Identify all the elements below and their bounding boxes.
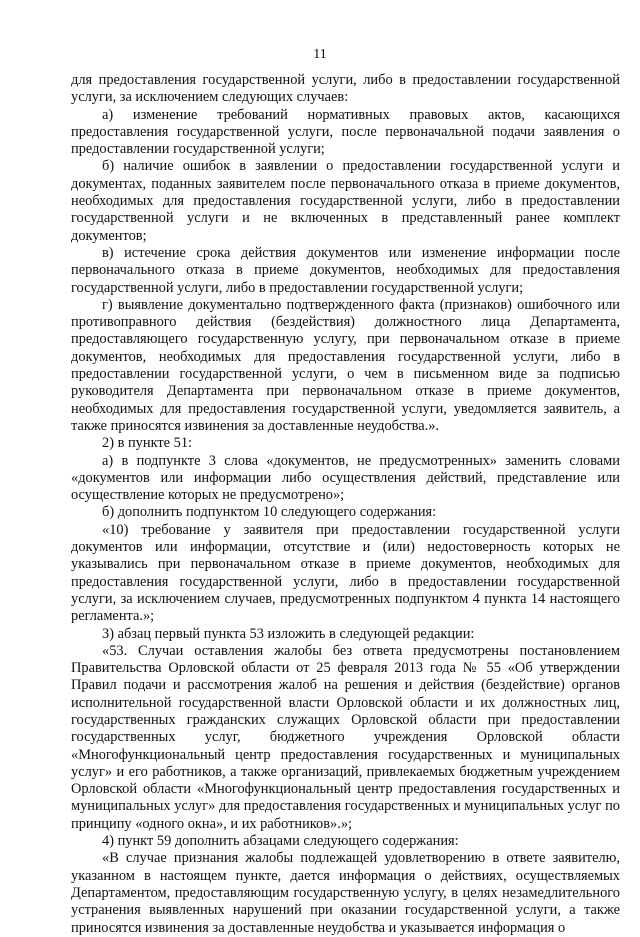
paragraph-clause-53: «53. Случаи оставления жалобы без ответа предусмотрены постановлением Правительства Орловской области от 25 февраля 2013 года № 55 «Об утверждении Правил подачи и рассмотрения жалоб на решения и действия (бездействие) органов исполнительной государственной власти Орловской области и их должностных лиц, государственных гражданских служащих Орловской области при предоставлении государственных услуг, бюджетного учреждения Орловской области «Многофункциональный центр предоставления государственных и муниципальных услуг» и его работников, а также организаций, привлекаемых бюджетным учреждением Орловской области «Многофункциональный центр предоставления государственных и муниципальных услуг» для предоставления государственных и муниципальных услуг по принципу «одного окна», и их работников».»; xyxy=(71,642,620,832)
paragraph-item-g: г) выявление документально подтвержденного факта (признаков) ошибочного или противоправного действия (бездействия) должностного лица Департамента, предоставляющего государственную услугу, при первоначальном отказе в приеме документов, необходимых для предоставления государственной услуги, либо в предоставлении государственной услуги, о чем в письменном виде за подписью руководителя Департамента при первоначальном отказе в приеме документов, необходимых для предоставления государственной услуги, уведомляется заявитель, а также приносятся извинения за доставленные неудобства.». xyxy=(71,296,620,434)
paragraph-clause-3: 3) абзац первый пункта 53 изложить в следующей редакции: xyxy=(102,625,475,642)
paragraph-clause-4: 4) пункт 59 дополнить абзацами следующего содержания: xyxy=(102,833,459,850)
body-text xyxy=(71,72,620,937)
page-number: 11 xyxy=(313,47,327,62)
paragraph-item-a: а) изменение требований нормативных правовых актов, касающихся предоставления государственной услуги, после первоначальной подачи заявления о предоставлении государственной услуги; xyxy=(71,106,620,158)
paragraph-item-v: в) истечение срока действия документов или изменение информации после первоначального отказа в приеме документов, необходимых для предоставления государственной услуги, либо в предоставлении государственной услуги; xyxy=(71,244,620,296)
paragraph-clause-2b: б) дополнить подпунктом 10 следующего содержания: xyxy=(102,504,437,521)
paragraph-item-b: б) наличие ошибок в заявлении о предоставлении государственной услуги и документах, поданных заявителем после первоначального отказа в приеме документов, необходимых для предоставления государственной услуги, либо в предоставлении государственной услуги и не включенных в представленный ранее комплект документов; xyxy=(71,158,620,244)
paragraph-subclause-10: «10) требование у заявителя при предоставлении государственной услуги документов или информации, отсутствие и (или) недостоверность которых не указывались при первоначальном отказе в приеме документов, необходимых для предоставления государственной услуги, либо в предоставлении государственной услуги, за исключением случаев, предусмотренных подпунктом 4 пункта 14 настоящего регламента.»; xyxy=(71,521,620,625)
paragraph-clause-59-addition: «В случае признания жалобы подлежащей удовлетворению в ответе заявителю, указанном в настоящем пункте, дается информация о действиях, осуществляемых Департаментом, предоставляющим государственную услугу, в целях незамедлительного устранения выявленных нарушений при оказании государственной услуги, а также приносятся извинения за доставленные неудобства и указывается информация о xyxy=(71,850,620,936)
paragraph-continuation: для предоставления государственной услуги, либо в предоставлении государственной услуги, за исключением следующих случаев: xyxy=(71,72,620,106)
paragraph-clause-2a: а) в подпункте 3 слова «документов, не предусмотренных» заменить словами «документов или информации либо осуществления действий, представление или осуществление которых не предусмотрено»; xyxy=(71,452,620,504)
paragraph-clause-2: 2) в пункте 51: xyxy=(102,435,193,452)
